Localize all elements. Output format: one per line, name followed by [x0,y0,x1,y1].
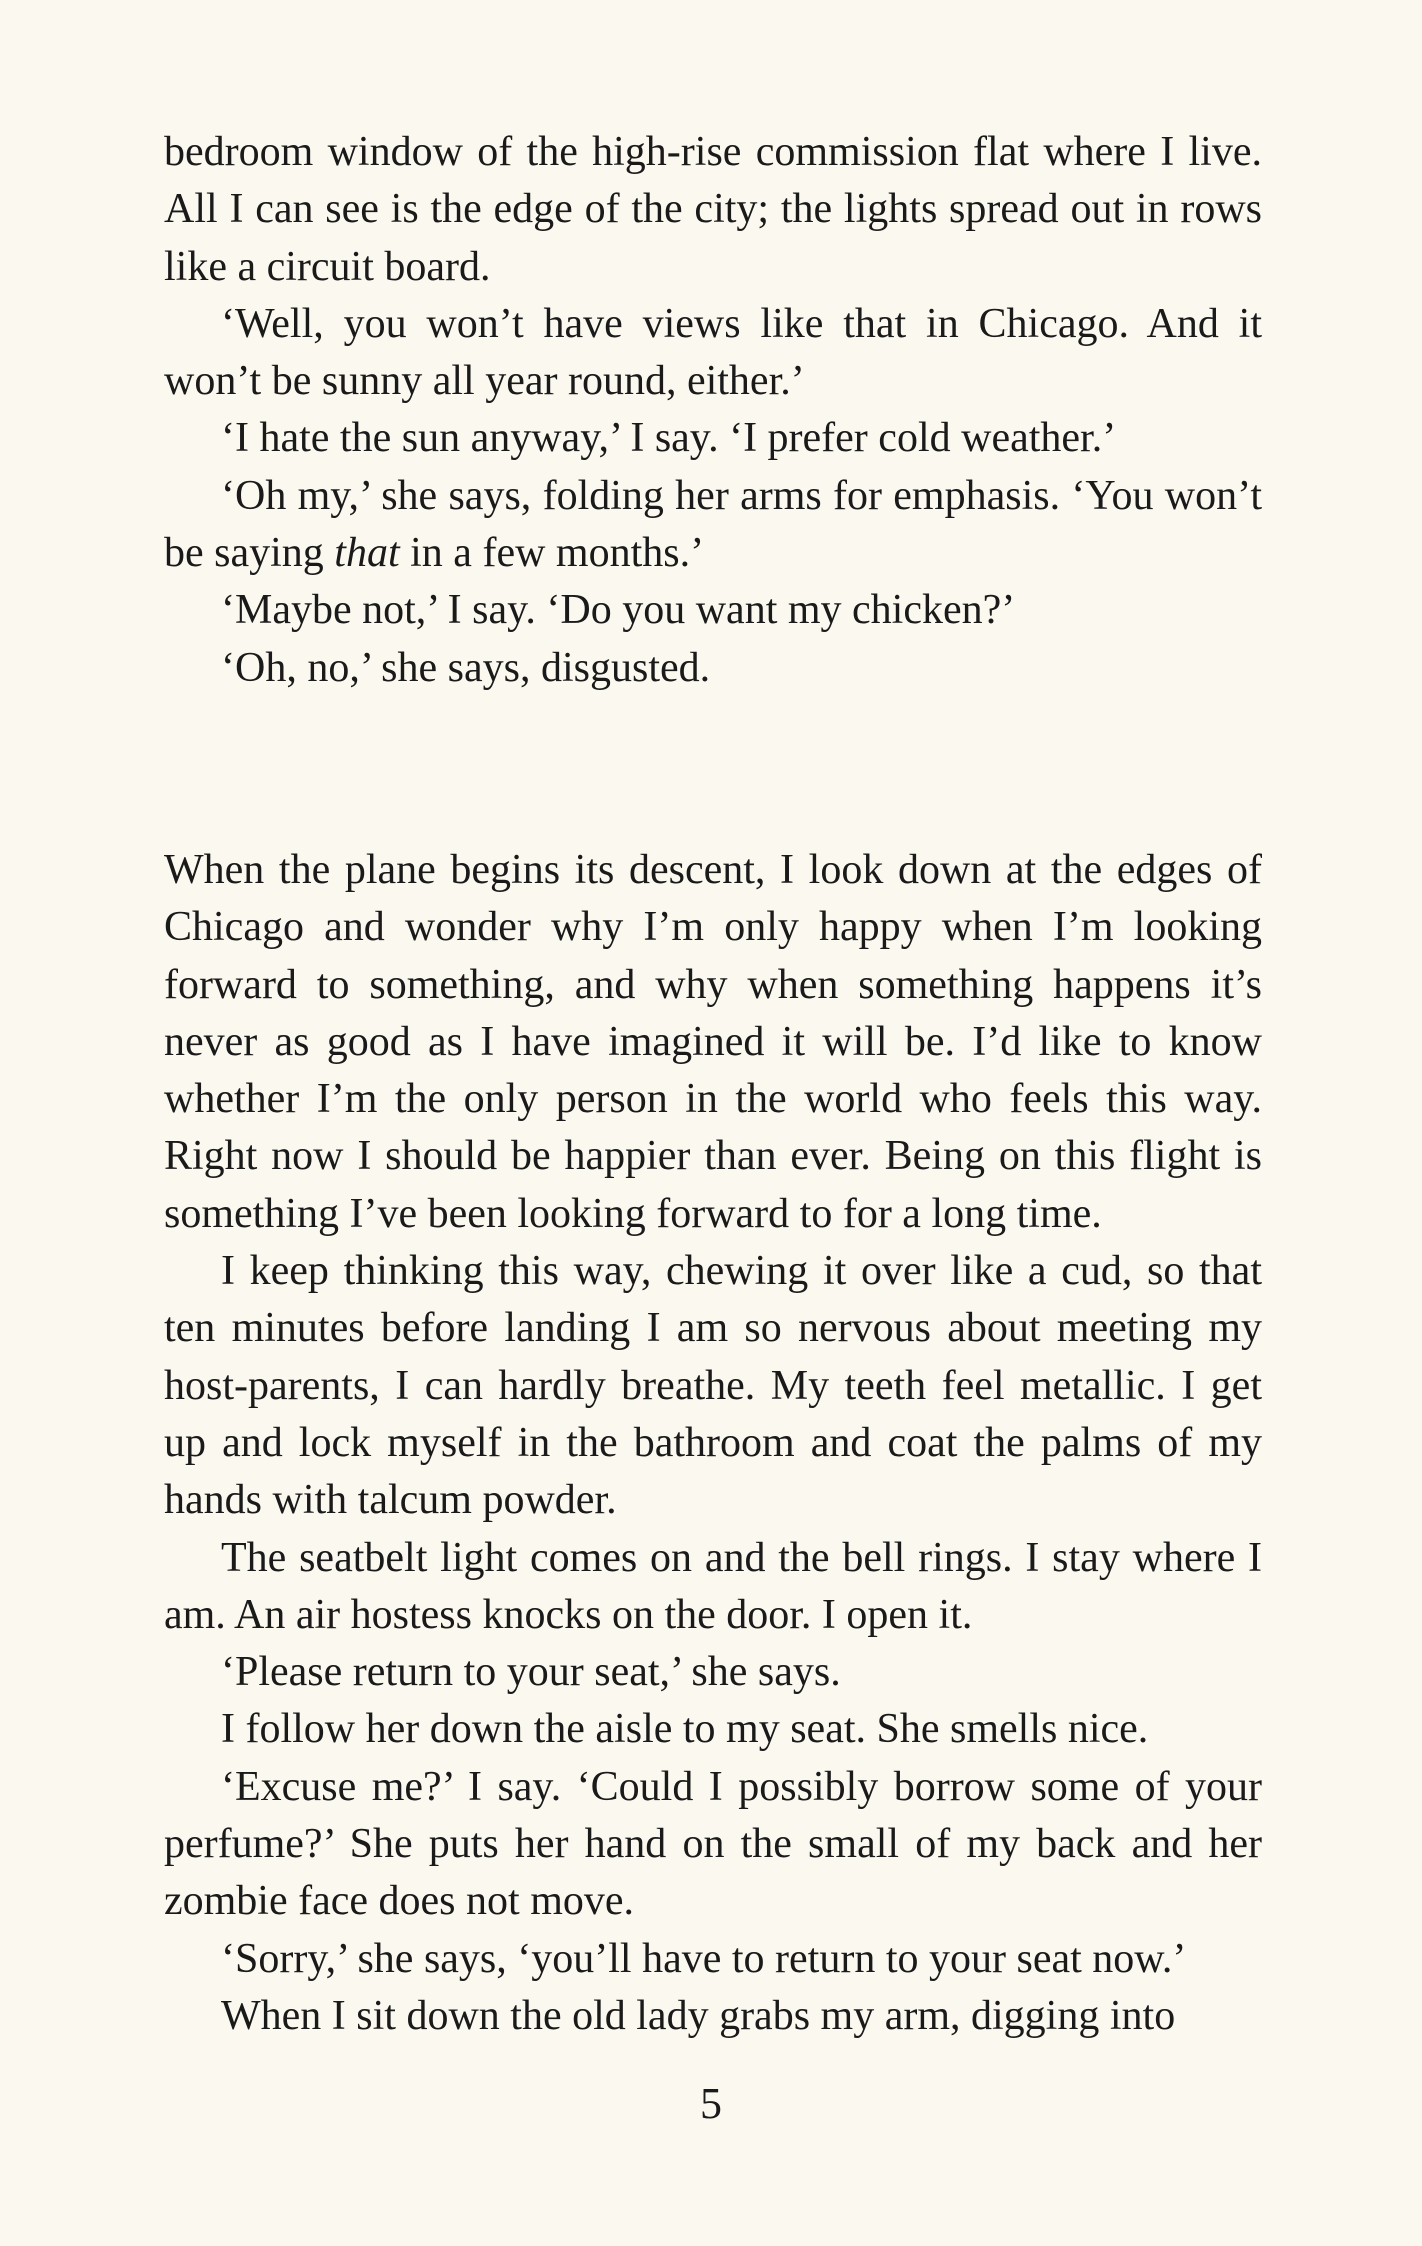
paragraph: I follow her down the aisle to my seat. She smells nice. [221,1706,1149,1753]
paragraph: ‘I hate the sun anyway,’ I say. ‘I prefer cold weather.’ [221,415,1117,462]
emphasized-word: that [334,530,400,577]
section-break [164,697,1262,842]
paragraph: bedroom window of the high-rise commission flat where I live. All I can see is the edge of the city; the lights spread out in rows like a circuit board. [164,129,1262,290]
paragraph: ‘Please return to your seat,’ she says. [221,1649,841,1696]
paragraph: ‘Excuse me?’ I say. ‘Could I possibly borrow some of your perfume?’ She puts her hand on the small of my back and her zombie face does not move. [164,1763,1262,1925]
paragraph: When the plane begins its descent, I look down at the edges of Chicago and wonder why I’m only happy when I’m looking forward to something, and why when something happens it’s never as good as I have imagined it will be. I’d like to know whether I’m the only person in the world who feels this way. Right now I should be happier than ever. Being on this flight is something I’ve been looking forward to for a long time. [164,846,1262,1237]
page-body [164,124,1262,2045]
paragraph: ‘Sorry,’ she says, ‘you’ll have to return to your seat now.’ [221,1935,1187,1982]
paragraph [164,468,1262,583]
paragraph-text: ‘Oh my,’ she says, folding her arms for emphasis. ‘You won’t be saying [164,472,1262,577]
paragraph: When I sit down the old lady grabs my arm, digging into [221,1992,1176,2039]
paragraph: I keep thinking this way, chewing it over like a cud, so that ten minutes before landing I am so nervous about meeting my host-parents, I can hardly breathe. My teeth feel metallic. I get up and lock myself in the bathroom and coat the palms of my hands with talcum powder. [164,1248,1262,1524]
paragraph: ‘Oh, no,’ she says, disgusted. [221,644,711,691]
page-number: 5 [700,2079,722,2128]
paragraph: ‘Well, you won’t have views like that in Chicago. And it won’t be sunny all year round, either.’ [164,300,1262,405]
paragraph: ‘Maybe not,’ I say. ‘Do you want my chicken?’ [221,587,1016,634]
paragraph: The seatbelt light comes on and the bell rings. I stay where I am. An air hostess knocks on the door. I open it. [164,1534,1262,1638]
paragraph-text: in a few months.’ [399,530,705,577]
